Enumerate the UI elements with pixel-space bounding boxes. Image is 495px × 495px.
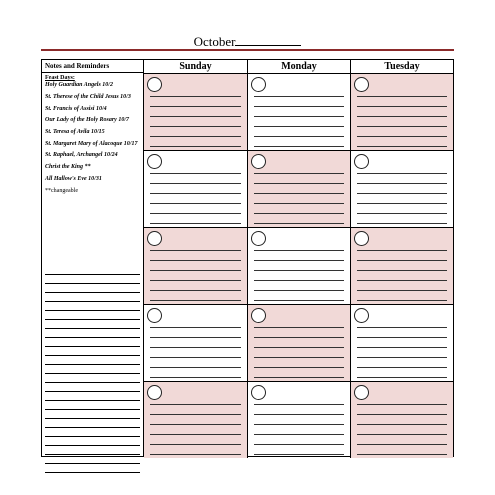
cell-writing-lines[interactable] bbox=[357, 318, 447, 378]
days-grid bbox=[144, 60, 453, 456]
note-line[interactable] bbox=[45, 284, 140, 293]
feast-entry: St. Therese of the Child Jesus 10/3 bbox=[45, 93, 131, 100]
note-line[interactable] bbox=[45, 347, 140, 356]
day-cell-monday[interactable] bbox=[247, 228, 350, 304]
day-header-row bbox=[144, 60, 453, 74]
cell-line[interactable] bbox=[254, 291, 344, 301]
cell-line[interactable] bbox=[357, 415, 447, 425]
note-line[interactable] bbox=[45, 401, 140, 410]
cell-writing-lines[interactable] bbox=[254, 318, 344, 378]
cell-writing-lines[interactable] bbox=[150, 318, 241, 378]
cell-line[interactable] bbox=[357, 435, 447, 445]
feast-days-list bbox=[42, 73, 143, 195]
cell-line[interactable] bbox=[254, 271, 344, 281]
cell-line[interactable] bbox=[254, 415, 344, 425]
cell-line[interactable] bbox=[357, 425, 447, 435]
cell-line[interactable] bbox=[150, 117, 241, 127]
cell-line[interactable] bbox=[254, 281, 344, 291]
cell-line[interactable] bbox=[357, 328, 447, 338]
cell-line[interactable] bbox=[357, 338, 447, 348]
cell-writing-lines[interactable] bbox=[357, 87, 447, 147]
notes-column bbox=[42, 60, 144, 456]
cell-line[interactable] bbox=[150, 368, 241, 378]
cell-line[interactable] bbox=[254, 405, 344, 415]
feast-entry: St. Francis of Assisi 10/4 bbox=[45, 105, 107, 112]
day-cell-monday[interactable] bbox=[247, 382, 350, 458]
cell-line[interactable] bbox=[357, 395, 447, 405]
cell-line[interactable] bbox=[357, 318, 447, 328]
cell-line[interactable] bbox=[150, 395, 241, 405]
cell-line[interactable] bbox=[357, 291, 447, 301]
cell-line[interactable] bbox=[254, 117, 344, 127]
cell-line[interactable] bbox=[357, 194, 447, 204]
cell-line[interactable] bbox=[254, 174, 344, 184]
cell-line[interactable] bbox=[150, 174, 241, 184]
cell-line[interactable] bbox=[357, 137, 447, 147]
cell-writing-lines[interactable] bbox=[150, 395, 241, 455]
day-cell-tuesday[interactable] bbox=[350, 305, 453, 381]
cell-line[interactable] bbox=[150, 137, 241, 147]
cell-line[interactable] bbox=[254, 445, 344, 455]
cell-writing-lines[interactable] bbox=[357, 164, 447, 224]
day-cell-sunday[interactable] bbox=[144, 382, 247, 458]
cell-line[interactable] bbox=[357, 405, 447, 415]
cell-line[interactable] bbox=[254, 425, 344, 435]
note-line[interactable] bbox=[45, 428, 140, 437]
cell-writing-lines[interactable] bbox=[254, 241, 344, 301]
cell-line[interactable] bbox=[254, 127, 344, 137]
cell-line[interactable] bbox=[254, 97, 344, 107]
cell-line[interactable] bbox=[150, 97, 241, 107]
day-cell-tuesday[interactable] bbox=[350, 228, 453, 304]
cell-writing-lines[interactable] bbox=[254, 87, 344, 147]
cell-line[interactable] bbox=[254, 348, 344, 358]
day-cell-monday[interactable] bbox=[247, 74, 350, 150]
note-line[interactable] bbox=[45, 329, 140, 338]
cell-line[interactable] bbox=[150, 251, 241, 261]
cell-line[interactable] bbox=[357, 251, 447, 261]
cell-line[interactable] bbox=[357, 97, 447, 107]
cell-writing-lines[interactable] bbox=[150, 241, 241, 301]
cell-line[interactable] bbox=[357, 204, 447, 214]
day-header-monday: Monday bbox=[247, 60, 350, 73]
cell-line[interactable] bbox=[357, 127, 447, 137]
note-line[interactable] bbox=[45, 311, 140, 320]
feast-days-title: Feast Days: bbox=[45, 75, 75, 81]
cell-line[interactable] bbox=[150, 415, 241, 425]
note-line[interactable] bbox=[45, 392, 140, 401]
cell-line[interactable] bbox=[357, 184, 447, 194]
cell-line[interactable] bbox=[254, 318, 344, 328]
cell-line[interactable] bbox=[254, 164, 344, 174]
feast-entry: Our Lady of the Holy Rosary 10/7 bbox=[45, 117, 129, 124]
feast-entry: Holy Guardian Angels 10/2 bbox=[45, 82, 113, 89]
cell-line[interactable] bbox=[254, 338, 344, 348]
note-line[interactable] bbox=[45, 293, 140, 302]
cell-line[interactable] bbox=[357, 348, 447, 358]
note-line[interactable] bbox=[45, 383, 140, 392]
note-line[interactable] bbox=[45, 437, 140, 446]
cell-line[interactable] bbox=[150, 194, 241, 204]
cell-line[interactable] bbox=[357, 271, 447, 281]
cell-line[interactable] bbox=[254, 328, 344, 338]
cell-line[interactable] bbox=[254, 184, 344, 194]
cell-line[interactable] bbox=[150, 318, 241, 328]
day-cell-sunday[interactable] bbox=[144, 151, 247, 227]
day-header-tuesday: Tuesday bbox=[350, 60, 453, 73]
notes-heading: Notes and Reminders bbox=[42, 60, 143, 73]
cell-line[interactable] bbox=[150, 291, 241, 301]
cell-line[interactable] bbox=[254, 368, 344, 378]
cell-line[interactable] bbox=[254, 358, 344, 368]
cell-line[interactable] bbox=[150, 107, 241, 117]
feast-entry: St. Teresa of Avila 10/15 bbox=[45, 129, 105, 136]
cell-line[interactable] bbox=[150, 445, 241, 455]
day-cell-tuesday[interactable] bbox=[350, 74, 453, 150]
day-cell-monday[interactable] bbox=[247, 151, 350, 227]
cell-line[interactable] bbox=[150, 271, 241, 281]
cell-line[interactable] bbox=[357, 445, 447, 455]
cell-line[interactable] bbox=[150, 338, 241, 348]
month-name: October bbox=[193, 34, 236, 49]
cell-line[interactable] bbox=[150, 328, 241, 338]
feast-entry: St. Raphael, Archangel 10/24 bbox=[45, 152, 118, 159]
week-row bbox=[144, 74, 453, 151]
planner-sheet bbox=[41, 59, 454, 457]
week-row bbox=[144, 305, 453, 382]
cell-line[interactable] bbox=[254, 214, 344, 224]
week-row bbox=[144, 151, 453, 228]
feast-entries bbox=[45, 82, 140, 183]
week-row bbox=[144, 382, 453, 458]
note-line[interactable] bbox=[45, 410, 140, 419]
day-cell-sunday[interactable] bbox=[144, 228, 247, 304]
day-cell-tuesday[interactable] bbox=[350, 151, 453, 227]
cell-line[interactable] bbox=[150, 87, 241, 97]
note-line[interactable] bbox=[45, 365, 140, 374]
cell-line[interactable] bbox=[150, 261, 241, 271]
month-title bbox=[0, 34, 495, 50]
cell-line[interactable] bbox=[150, 405, 241, 415]
cell-line[interactable] bbox=[357, 117, 447, 127]
header-rule bbox=[41, 49, 454, 51]
note-line[interactable] bbox=[45, 338, 140, 347]
cell-line[interactable] bbox=[357, 281, 447, 291]
cell-line[interactable] bbox=[150, 358, 241, 368]
week-row bbox=[144, 228, 453, 305]
day-header-sunday: Sunday bbox=[179, 61, 212, 72]
note-line[interactable] bbox=[45, 464, 140, 473]
cell-line[interactable] bbox=[254, 137, 344, 147]
cell-writing-lines[interactable] bbox=[254, 164, 344, 224]
month-underline[interactable] bbox=[235, 35, 301, 46]
cell-line[interactable] bbox=[357, 368, 447, 378]
note-line[interactable] bbox=[45, 419, 140, 428]
cell-line[interactable] bbox=[150, 204, 241, 214]
day-cell-tuesday[interactable] bbox=[350, 382, 453, 458]
note-line[interactable] bbox=[45, 320, 140, 329]
note-line[interactable] bbox=[45, 455, 140, 464]
cell-writing-lines[interactable] bbox=[357, 241, 447, 301]
cell-writing-lines[interactable] bbox=[254, 395, 344, 455]
cell-line[interactable] bbox=[150, 281, 241, 291]
cell-line[interactable] bbox=[357, 214, 447, 224]
cell-line[interactable] bbox=[150, 184, 241, 194]
note-line[interactable] bbox=[45, 302, 140, 311]
cell-line[interactable] bbox=[357, 174, 447, 184]
notes-writing-lines[interactable] bbox=[45, 266, 140, 473]
cell-line[interactable] bbox=[150, 435, 241, 445]
day-cell-sunday[interactable] bbox=[144, 305, 247, 381]
cell-writing-lines[interactable] bbox=[150, 87, 241, 147]
cell-line[interactable] bbox=[357, 358, 447, 368]
cell-line[interactable] bbox=[150, 164, 241, 174]
cell-line[interactable] bbox=[254, 204, 344, 214]
cell-line[interactable] bbox=[357, 87, 447, 97]
cell-line[interactable] bbox=[254, 435, 344, 445]
cell-line[interactable] bbox=[254, 251, 344, 261]
cell-line[interactable] bbox=[254, 395, 344, 405]
note-line[interactable] bbox=[45, 356, 140, 365]
cell-writing-lines[interactable] bbox=[150, 164, 241, 224]
note-line[interactable] bbox=[45, 266, 140, 275]
week-rows bbox=[144, 74, 453, 458]
cell-line[interactable] bbox=[254, 87, 344, 97]
cell-line[interactable] bbox=[254, 261, 344, 271]
cell-line[interactable] bbox=[150, 348, 241, 358]
cell-line[interactable] bbox=[150, 214, 241, 224]
cell-line[interactable] bbox=[254, 107, 344, 117]
changeable-note: **changeable bbox=[45, 187, 78, 194]
cell-line[interactable] bbox=[254, 241, 344, 251]
cell-line[interactable] bbox=[254, 194, 344, 204]
note-line[interactable] bbox=[45, 446, 140, 455]
cell-writing-lines[interactable] bbox=[357, 395, 447, 455]
feast-entry: Christ the King ** bbox=[45, 164, 91, 171]
cell-line[interactable] bbox=[357, 164, 447, 174]
cell-line[interactable] bbox=[357, 261, 447, 271]
day-cell-monday[interactable] bbox=[247, 305, 350, 381]
day-cell-sunday[interactable] bbox=[144, 74, 247, 150]
cell-line[interactable] bbox=[150, 127, 241, 137]
cell-line[interactable] bbox=[150, 241, 241, 251]
cell-line[interactable] bbox=[357, 107, 447, 117]
cell-line[interactable] bbox=[357, 241, 447, 251]
feast-entry: St. Margaret Mary of Alacoque 10/17 bbox=[45, 140, 138, 147]
cell-line[interactable] bbox=[150, 425, 241, 435]
feast-entry: All Hallow's Eve 10/31 bbox=[45, 175, 102, 182]
note-line[interactable] bbox=[45, 374, 140, 383]
note-line[interactable] bbox=[45, 275, 140, 284]
